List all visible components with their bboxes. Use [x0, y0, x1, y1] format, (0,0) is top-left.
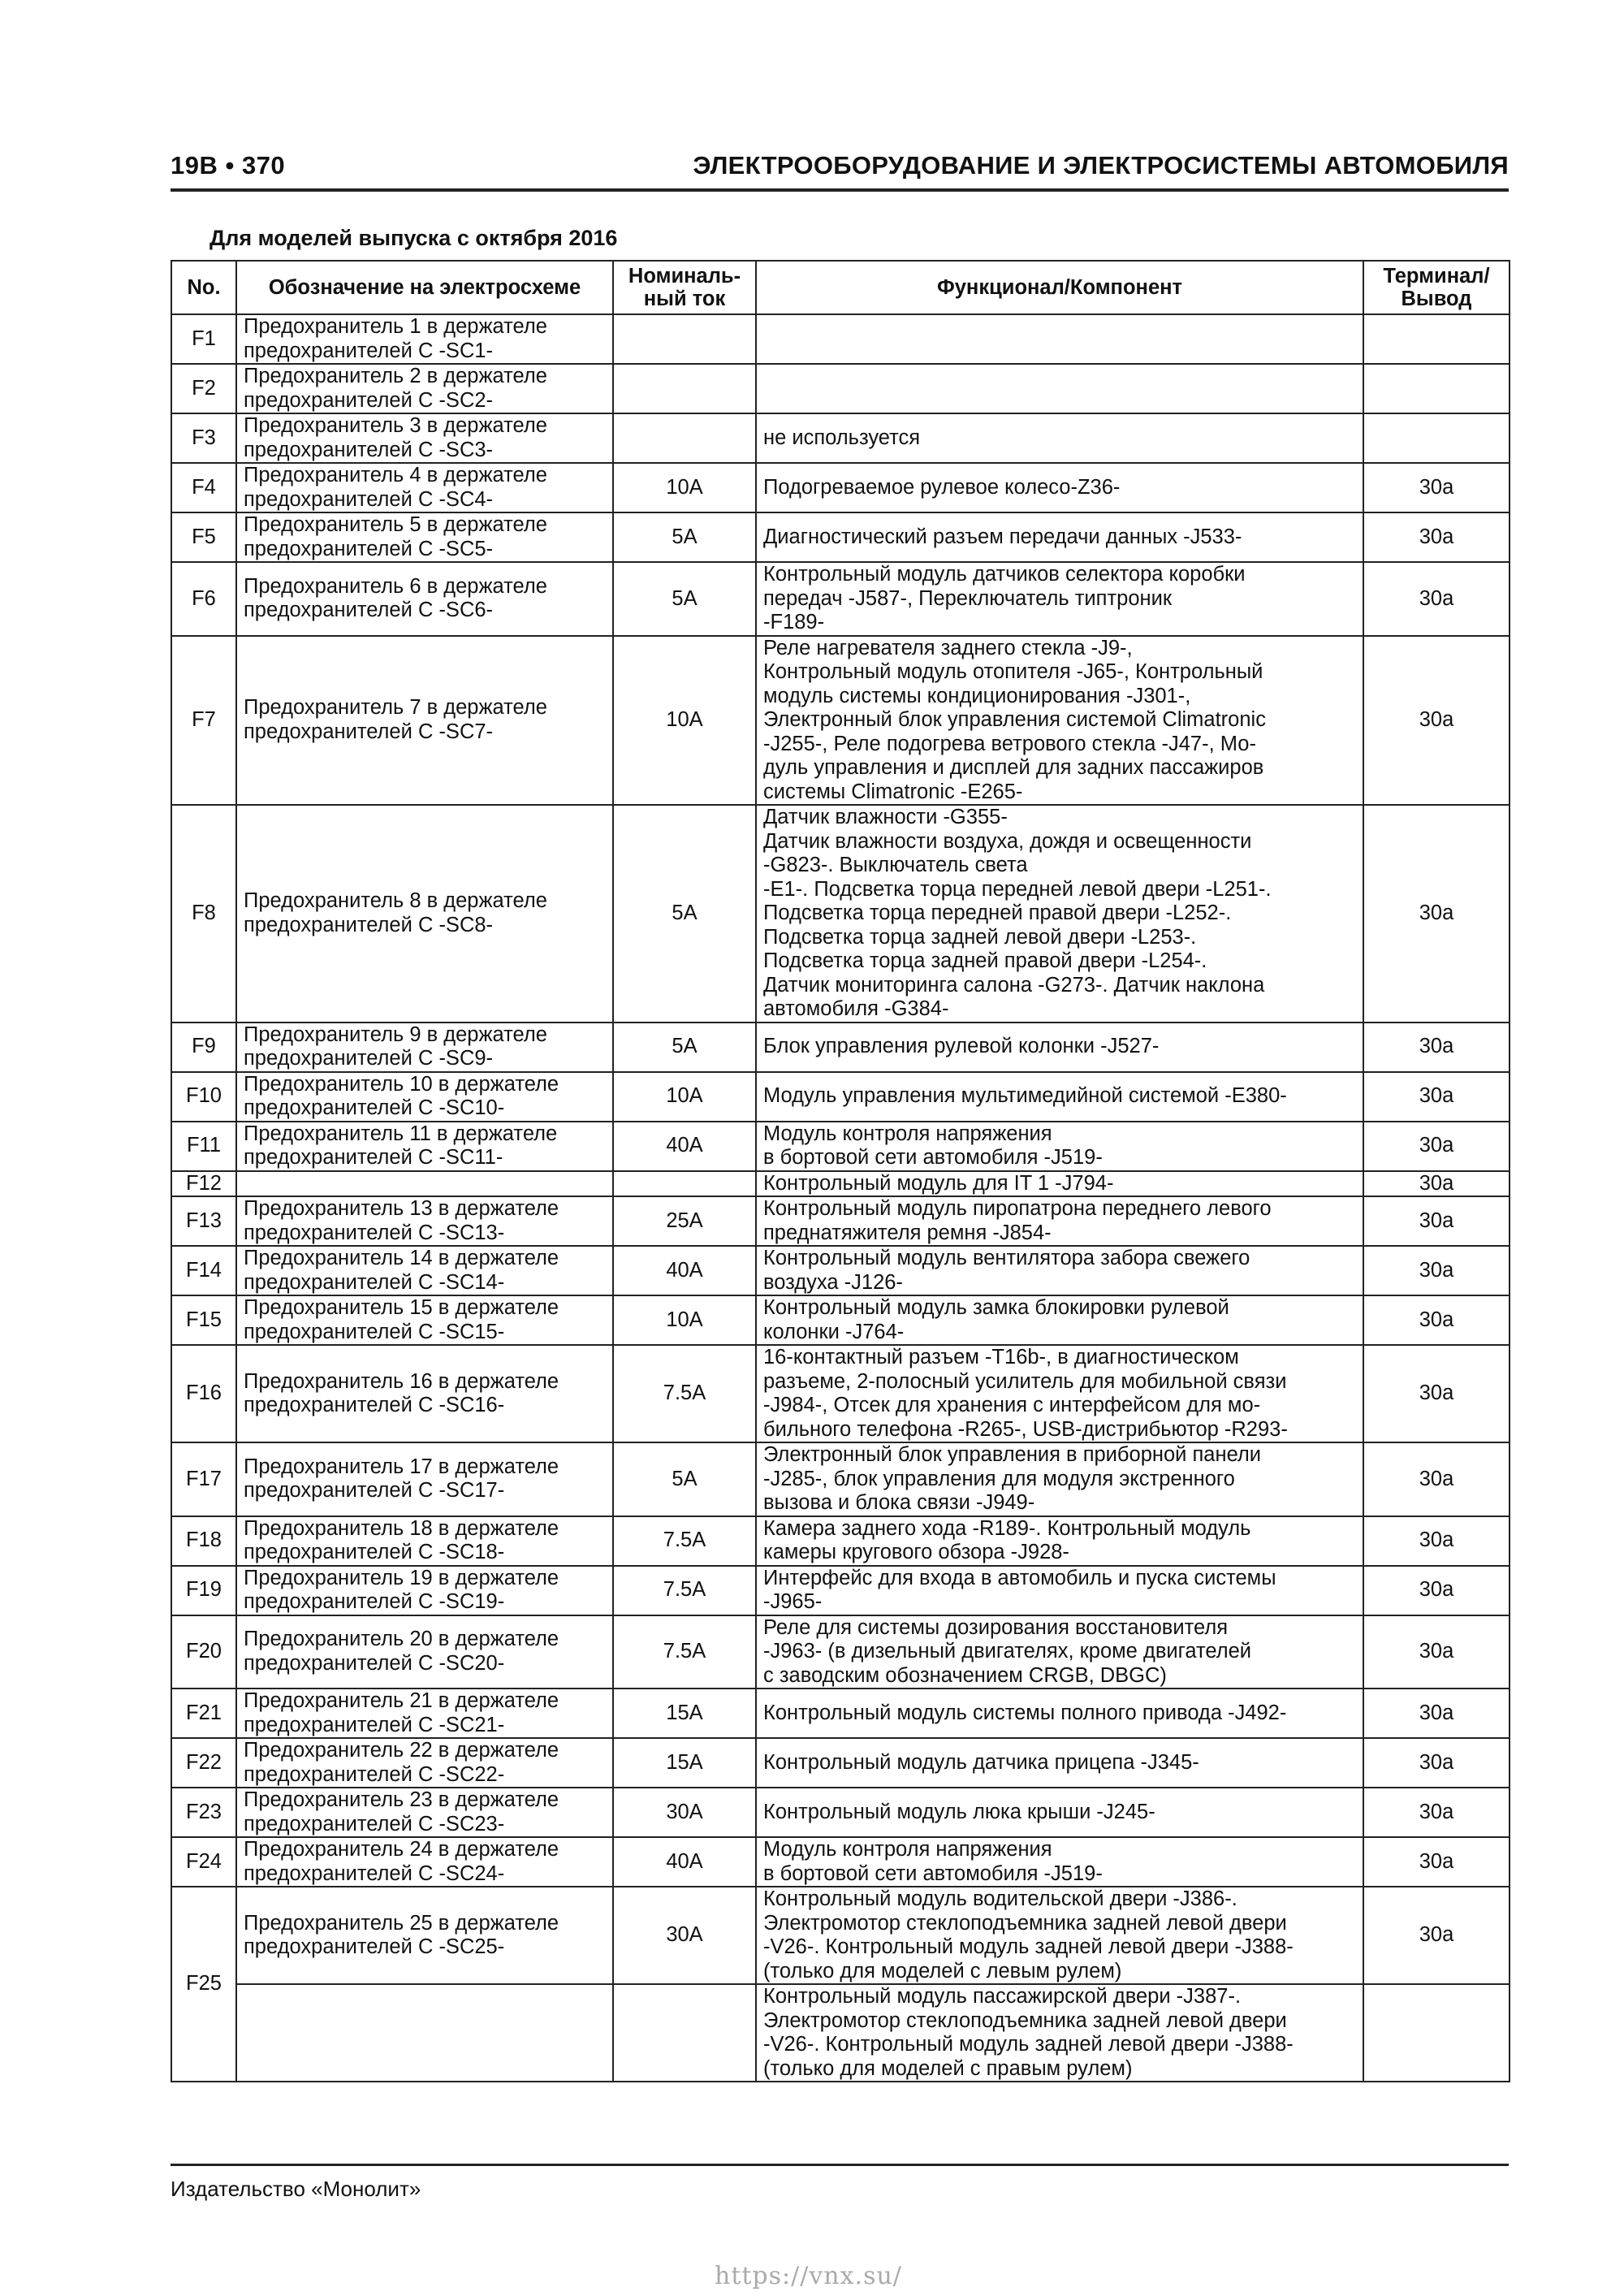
fuse-rated-current: 5A: [613, 805, 756, 1023]
fuse-function: Диагностический разъем передачи данных -J533-: [756, 512, 1363, 562]
fuse-rated-current: 40A: [613, 1837, 756, 1887]
fuse-rated-current: 10A: [613, 1295, 756, 1345]
fuse-terminal: 30a: [1363, 1122, 1510, 1171]
fuse-number: F12: [171, 1171, 236, 1197]
fuse-designation: Предохранитель 3 в держателе предохранителей C -SC3-: [236, 413, 613, 463]
table-row: [171, 463, 1510, 512]
fuse-number: F7: [171, 636, 236, 806]
fuse-number: F9: [171, 1023, 236, 1072]
fuse-function: Контрольный модуль пассажирской двери -J387-. Электромотор стеклоподъемника задней левой двери -V26-. Контрольный модуль задней левой двери -J388- (только для моделей с правым рулем): [756, 1984, 1363, 2082]
fuse-rated-current: 10A: [613, 463, 756, 512]
header-terminal: Терминал/ Вывод: [1363, 261, 1510, 314]
fuse-designation: Предохранитель 9 в держателе предохранителей C -SC9-: [236, 1023, 613, 1072]
table-row: [171, 1516, 1510, 1566]
source-url: https://vnx.su/: [715, 2262, 902, 2290]
fuse-designation: Предохранитель 5 в держателе предохранителей C -SC5-: [236, 512, 613, 562]
fuse-number: F17: [171, 1442, 236, 1516]
table-row: [171, 1615, 1510, 1689]
fuse-rated-current: 7.5A: [613, 1345, 756, 1442]
fuse-number: F5: [171, 512, 236, 562]
fuse-function: Реле для системы дозирования восстановителя -J963- (в дизельный двигателях, кроме двигателей с заводским обозначением CRGB, DBGC): [756, 1615, 1363, 1689]
table-row: [171, 562, 1510, 636]
table-row: [171, 1738, 1510, 1788]
fuse-function: [756, 364, 1363, 413]
fuse-number: F15: [171, 1295, 236, 1345]
fuse-designation: [236, 1171, 613, 1197]
fuse-number: F25: [171, 1887, 236, 2082]
fuse-function: Электронный блок управления в приборной панели -J285-, блок управления для модуля экстренного вызова и блока связи -J949-: [756, 1442, 1363, 1516]
table-row: [171, 1887, 1510, 1984]
publisher: Издательство «Монолит»: [171, 2177, 421, 2201]
fuse-terminal: 30a: [1363, 1688, 1510, 1738]
fuse-number: F24: [171, 1837, 236, 1887]
fuse-designation: Предохранитель 2 в держателе предохранителей C -SC2-: [236, 364, 613, 413]
table-row: [171, 805, 1510, 1023]
fuse-number: F23: [171, 1788, 236, 1837]
fuse-number: F10: [171, 1072, 236, 1122]
fuse-function: Интерфейс для входа в автомобиль и пуска системы -J965-: [756, 1566, 1363, 1615]
fuse-rated-current: [613, 1171, 756, 1197]
fuse-number: F14: [171, 1246, 236, 1295]
fuse-terminal: 30a: [1363, 1072, 1510, 1122]
fuse-designation: Предохранитель 7 в держателе предохранителей C -SC7-: [236, 636, 613, 806]
fuse-function: Контрольный модуль водительской двери -J386-. Электромотор стеклоподъемника задней левой двери -V26-. Контрольный модуль задней левой двери -J388- (только для моделей с левым рулем): [756, 1887, 1363, 1984]
fuse-function: Реле нагревателя заднего стекла -J9-, Контрольный модуль отопителя -J65-, Контрольный модуль системы кондиционирования -J301-, Электронный блок управления системой Climatronic -J255-, Реле подогрева ветрового стекла -J47-, Мо- дуль управления и дисплей для задних пассажиров системы Climatronic -E265-: [756, 636, 1363, 806]
fuse-terminal: 30a: [1363, 1442, 1510, 1516]
fuse-number: F3: [171, 413, 236, 463]
fuse-rated-current: 25A: [613, 1196, 756, 1246]
fuse-rated-current: 10A: [613, 636, 756, 806]
fuse-rated-current: 30A: [613, 1788, 756, 1837]
fuse-terminal: 30a: [1363, 1887, 1510, 1984]
fuse-number: F21: [171, 1688, 236, 1738]
fuse-rated-current: 5A: [613, 1023, 756, 1072]
fuse-number: F6: [171, 562, 236, 636]
table-row: [171, 1566, 1510, 1615]
fuse-rated-current: 15A: [613, 1738, 756, 1788]
footer-divider: [171, 2164, 1509, 2166]
section-title: ЭЛЕКТРООБОРУДОВАНИЕ И ЭЛЕКТРОСИСТЕМЫ АВТОМОБИЛЯ: [693, 151, 1509, 179]
table-row: [171, 636, 1510, 806]
fuse-terminal: [1363, 364, 1510, 413]
fuse-terminal: 30a: [1363, 1345, 1510, 1442]
fuse-designation: Предохранитель 18 в держателе предохранителей C -SC18-: [236, 1516, 613, 1566]
header-function: Функционал/Компонент: [756, 261, 1363, 314]
fuse-designation: Предохранитель 8 в держателе предохранителей C -SC8-: [236, 805, 613, 1023]
table-row: [171, 1837, 1510, 1887]
fuse-function: 16-контактный разъем -T16b-, в диагностическом разъеме, 2-полосный усилитель для мобильной связи -J984-, Отсек для хранения с интерфейсом для мо- бильного телефона -R265-, USB-дистрибьютор -R293-: [756, 1345, 1363, 1442]
fuse-terminal: 30a: [1363, 1837, 1510, 1887]
fuse-terminal: 30a: [1363, 562, 1510, 636]
table-header-row: [171, 261, 1510, 314]
table-row: [171, 1688, 1510, 1738]
fuse-number: F4: [171, 463, 236, 512]
fuse-rated-current: 40A: [613, 1246, 756, 1295]
fuse-number: F22: [171, 1738, 236, 1788]
fuse-terminal: [1363, 314, 1510, 364]
table-row: [171, 1023, 1510, 1072]
fuse-terminal: 30a: [1363, 1516, 1510, 1566]
table-row: [171, 1788, 1510, 1837]
fuse-function: Контрольный модуль замка блокировки рулевой колонки -J764-: [756, 1295, 1363, 1345]
fuse-number: F8: [171, 805, 236, 1023]
fuse-designation: Предохранитель 25 в держателе предохранителей C -SC25-: [236, 1887, 613, 1984]
fuse-terminal: 30a: [1363, 1196, 1510, 1246]
table-row: [171, 1345, 1510, 1442]
fuse-rated-current: [613, 413, 756, 463]
table-row: [171, 314, 1510, 364]
header-rated-current: Номиналь- ный ток: [613, 261, 756, 314]
fuse-designation: Предохранитель 20 в держателе предохранителей C -SC20-: [236, 1615, 613, 1689]
fuse-rated-current: 30A: [613, 1887, 756, 1984]
fuse-function: Контрольный модуль люка крыши -J245-: [756, 1788, 1363, 1837]
fuse-terminal: 30a: [1363, 1246, 1510, 1295]
table-row: [171, 1122, 1510, 1171]
fuse-designation: Предохранитель 10 в держателе предохранителей C -SC10-: [236, 1072, 613, 1122]
fuse-terminal: 30a: [1363, 1023, 1510, 1072]
fuse-terminal: 30a: [1363, 805, 1510, 1023]
fuse-table-body: [171, 314, 1510, 2082]
fuse-number: F19: [171, 1566, 236, 1615]
fuse-designation: Предохранитель 19 в держателе предохранителей C -SC19-: [236, 1566, 613, 1615]
table-row: [171, 1171, 1510, 1197]
table-row: [171, 1295, 1510, 1345]
fuse-designation: Предохранитель 6 в держателе предохранителей C -SC6-: [236, 562, 613, 636]
fuse-designation: Предохранитель 11 в держателе предохранителей C -SC11-: [236, 1122, 613, 1171]
header-designation: Обозначение на электросхеме: [236, 261, 613, 314]
fuse-number: F20: [171, 1615, 236, 1689]
fuse-designation: Предохранитель 4 в держателе предохранителей C -SC4-: [236, 463, 613, 512]
fuse-terminal: 30a: [1363, 1566, 1510, 1615]
table-row: [171, 413, 1510, 463]
table-subtitle: Для моделей выпуска с октября 2016: [209, 226, 618, 250]
fuse-number: F11: [171, 1122, 236, 1171]
fuse-rated-current: 5A: [613, 562, 756, 636]
header-divider: [171, 188, 1509, 192]
fuse-number: F1: [171, 314, 236, 364]
table-row: [171, 1196, 1510, 1246]
fuse-function: Контрольный модуль вентилятора забора свежего воздуха -J126-: [756, 1246, 1363, 1295]
fuse-function: Блок управления рулевой колонки -J527-: [756, 1023, 1363, 1072]
fuse-terminal: 30a: [1363, 636, 1510, 806]
table-row: [171, 1072, 1510, 1122]
fuse-function: не используется: [756, 413, 1363, 463]
fuse-designation: Предохранитель 15 в держателе предохранителей C -SC15-: [236, 1295, 613, 1345]
fuse-terminal: 30a: [1363, 1738, 1510, 1788]
fuse-rated-current: 40A: [613, 1122, 756, 1171]
fuse-designation: Предохранитель 24 в держателе предохранителей C -SC24-: [236, 1837, 613, 1887]
fuse-terminal: 30a: [1363, 1788, 1510, 1837]
table-row: [171, 512, 1510, 562]
fuse-number: F13: [171, 1196, 236, 1246]
fuse-rated-current: 7.5A: [613, 1516, 756, 1566]
fuse-function: Подогреваемое рулевое колесо-Z36-: [756, 463, 1363, 512]
empty-cell: [236, 1984, 613, 2082]
table-row: [171, 1246, 1510, 1295]
fuse-number: F18: [171, 1516, 236, 1566]
fuse-designation: Предохранитель 1 в держателе предохранителей C -SC1-: [236, 314, 613, 364]
fuse-function: Контрольный модуль системы полного привода -J492-: [756, 1688, 1363, 1738]
fuse-function: Камера заднего хода -R189-. Контрольный модуль камеры кругового обзора -J928-: [756, 1516, 1363, 1566]
fuse-designation: Предохранитель 17 в держателе предохранителей C -SC17-: [236, 1442, 613, 1516]
fuse-terminal: 30a: [1363, 1171, 1510, 1197]
table-row: [171, 1984, 1510, 2082]
header-no: No.: [171, 261, 236, 314]
fuse-rated-current: 5A: [613, 1442, 756, 1516]
fuse-function: Модуль контроля напряжения в бортовой сети автомобиля -J519-: [756, 1837, 1363, 1887]
fuse-terminal: 30a: [1363, 1615, 1510, 1689]
fuse-terminal: 30a: [1363, 512, 1510, 562]
fuse-rated-current: 7.5A: [613, 1566, 756, 1615]
fuse-function: Контрольный модуль датчиков селектора коробки передач -J587-, Переключатель типтроник -F189-: [756, 562, 1363, 636]
fuse-number: F2: [171, 364, 236, 413]
fuse-designation: Предохранитель 21 в держателе предохранителей C -SC21-: [236, 1688, 613, 1738]
fuse-designation: Предохранитель 23 в держателе предохранителей C -SC23-: [236, 1788, 613, 1837]
table-row: [171, 1442, 1510, 1516]
fuse-rated-current: 7.5A: [613, 1615, 756, 1689]
empty-cell: [613, 1984, 756, 2082]
table-row: [171, 364, 1510, 413]
fuse-function: Контрольный модуль пиропатрона переднего левого преднатяжителя ремня -J854-: [756, 1196, 1363, 1246]
fuse-designation: Предохранитель 13 в держателе предохранителей C -SC13-: [236, 1196, 613, 1246]
page-number: 19В • 370: [171, 151, 286, 179]
page-header: [171, 145, 1509, 184]
fuse-function: Датчик влажности -G355- Датчик влажности воздуха, дождя и освещенности -G823-. Выключатель света -E1-. Подсветка торца передней левой двери -L251-. Подсветка торца передней правой двери -L252-. Подсветка торца задней левой двери -L253-. Подсветка торца задней правой двери -L254-. Датчик мониторинга салона -G273-. Датчик наклона автомобиля -G384-: [756, 805, 1363, 1023]
fuse-function: [756, 314, 1363, 364]
fuse-number: F16: [171, 1345, 236, 1442]
fuse-designation: Предохранитель 22 в держателе предохранителей C -SC22-: [236, 1738, 613, 1788]
fuse-function: Контрольный модуль для IT 1 -J794-: [756, 1171, 1363, 1197]
fuse-designation: Предохранитель 14 в держателе предохранителей C -SC14-: [236, 1246, 613, 1295]
empty-cell: [1363, 1984, 1510, 2082]
fuse-rated-current: [613, 314, 756, 364]
fuse-terminal: [1363, 413, 1510, 463]
fuse-table: [171, 260, 1510, 2082]
fuse-function: Модуль контроля напряжения в бортовой сети автомобиля -J519-: [756, 1122, 1363, 1171]
fuse-terminal: 30a: [1363, 463, 1510, 512]
fuse-terminal: 30a: [1363, 1295, 1510, 1345]
fuse-rated-current: 15A: [613, 1688, 756, 1738]
fuse-designation: Предохранитель 16 в держателе предохранителей C -SC16-: [236, 1345, 613, 1442]
fuse-rated-current: 5A: [613, 512, 756, 562]
fuse-rated-current: 10A: [613, 1072, 756, 1122]
fuse-function: Контрольный модуль датчика прицепа -J345-: [756, 1738, 1363, 1788]
fuse-rated-current: [613, 364, 756, 413]
fuse-function: Модуль управления мультимедийной системой -E380-: [756, 1072, 1363, 1122]
